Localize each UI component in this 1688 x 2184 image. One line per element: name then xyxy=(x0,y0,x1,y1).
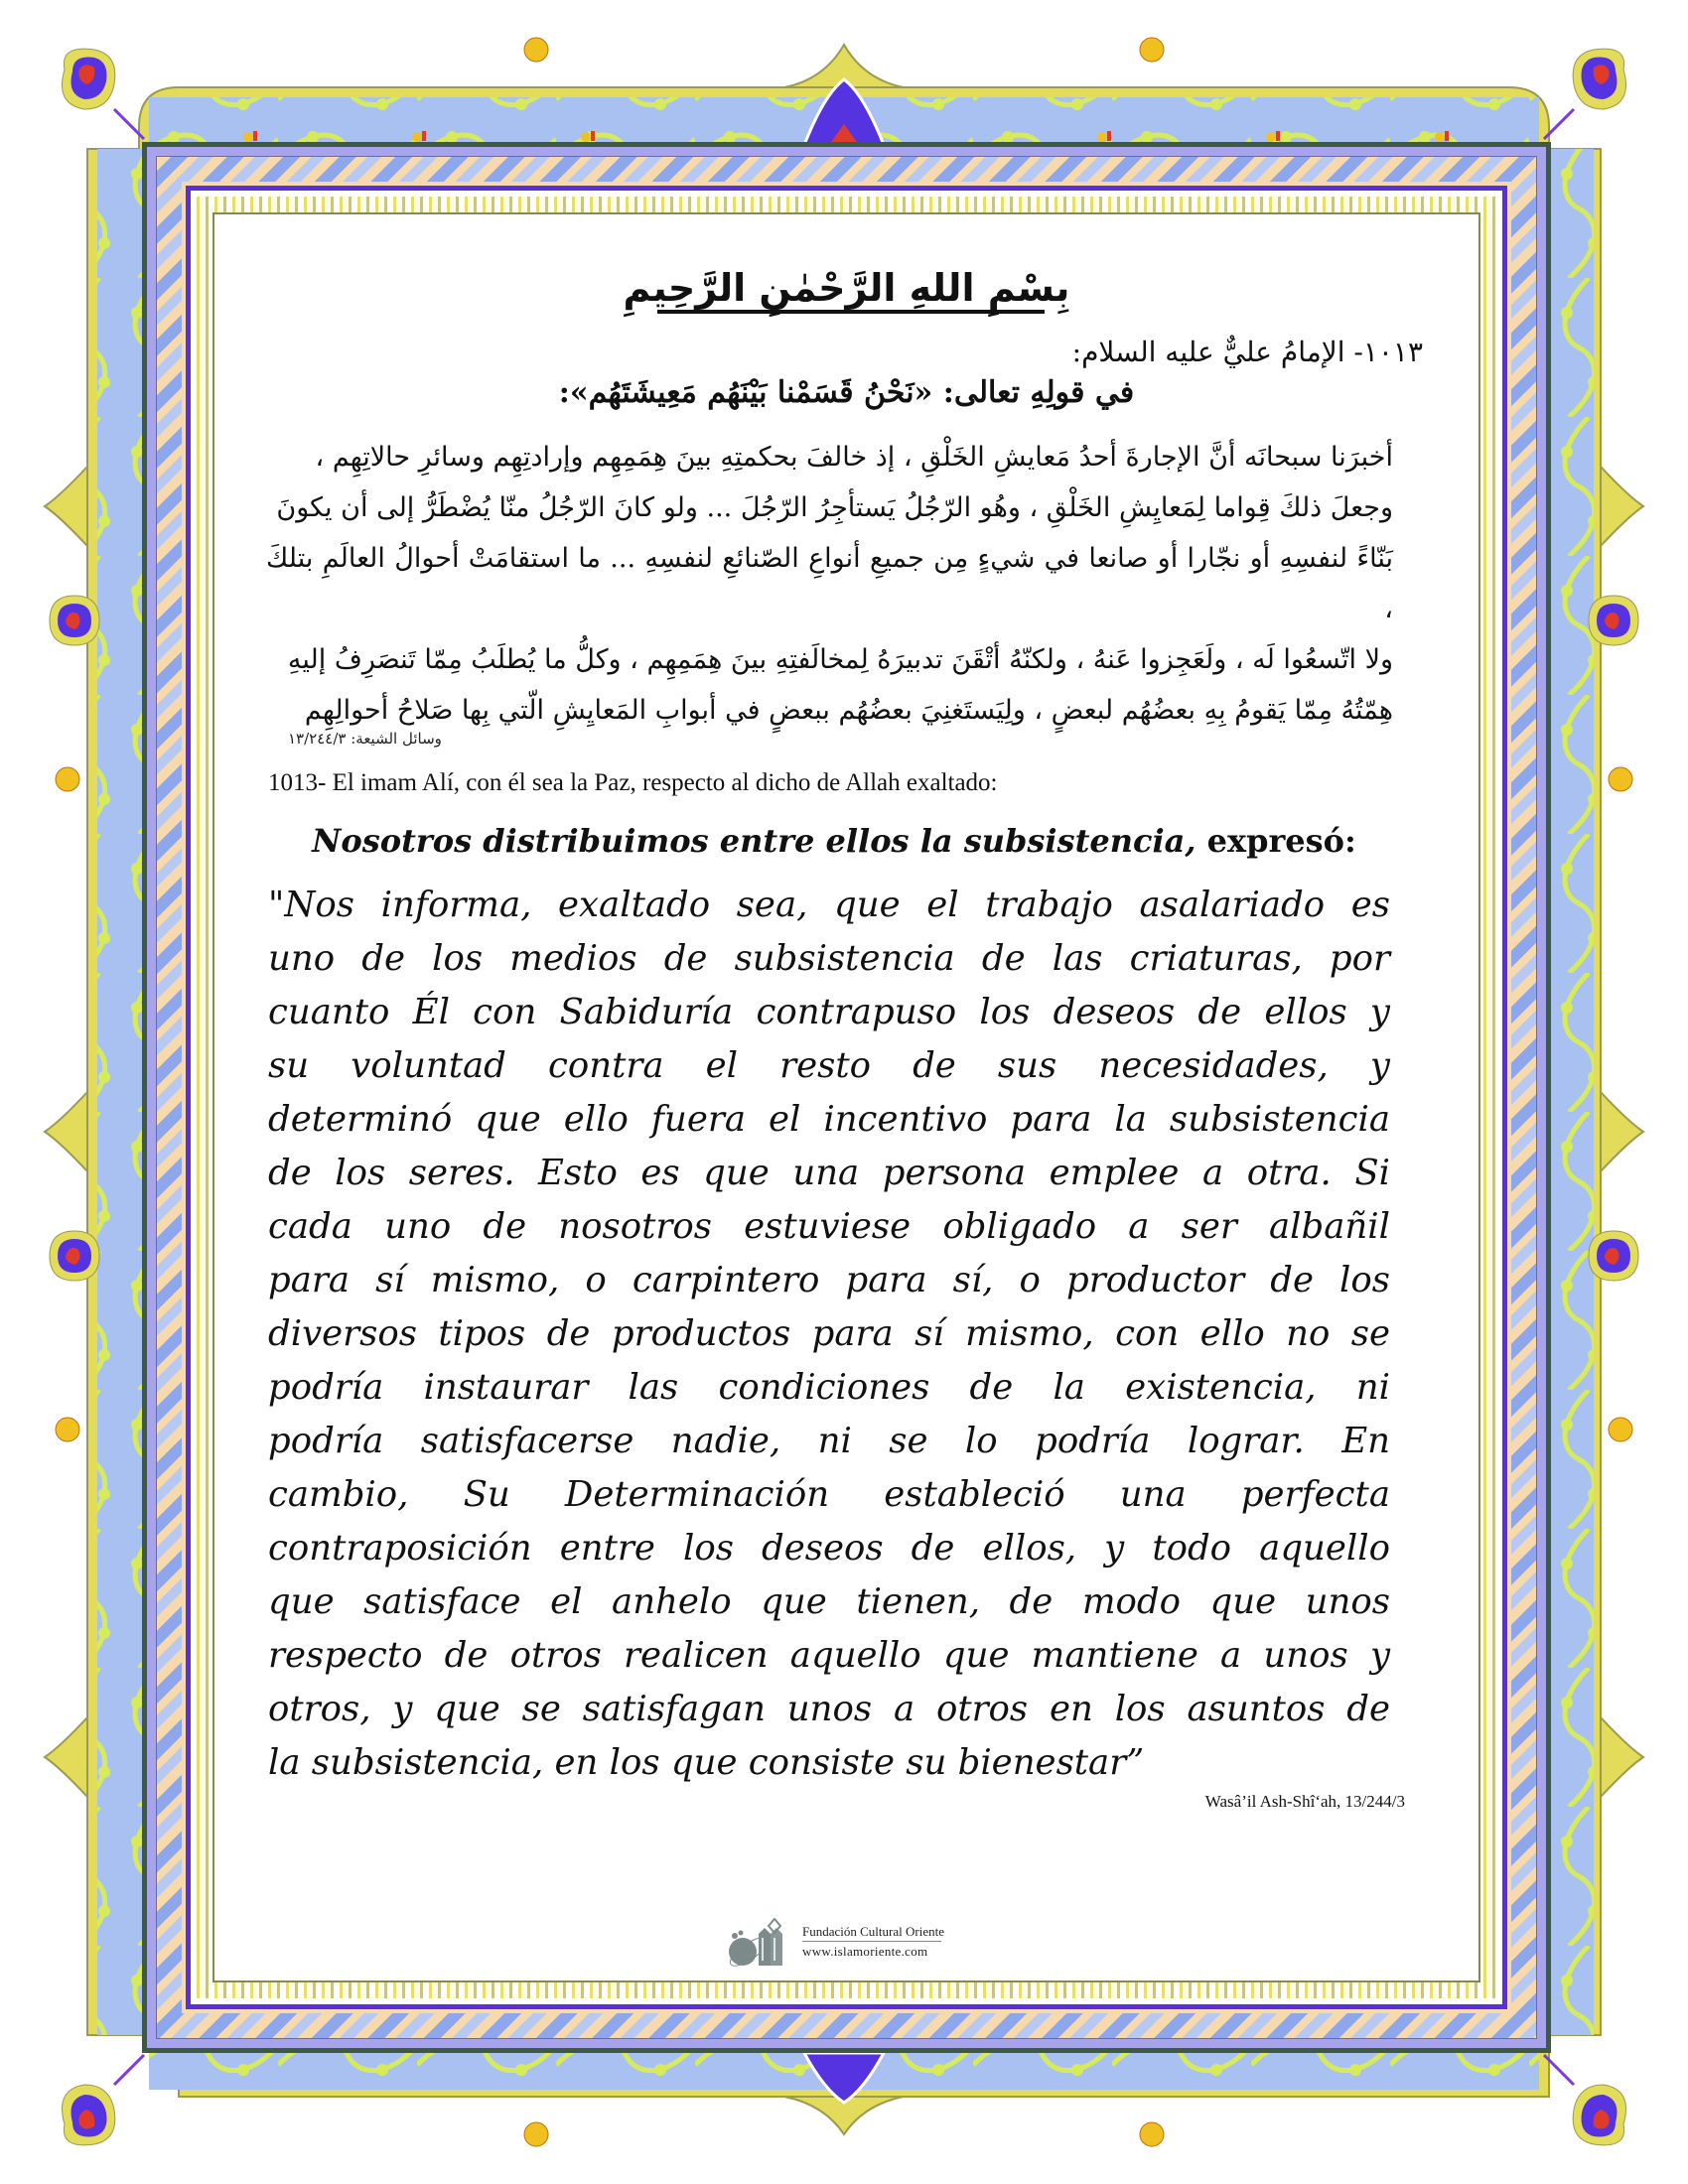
arabic-line: ولا اتّسعُوا لَه ، ولَعَجِزوا عَنهُ ، ولكنّهُ أتْقَنَ تدبيرَهُ لِمخالَفتِهِ بينَ هِمَمِهِم ، وكلُّ ما يُطلَبُ مِمّا تَنصَرِفُ إليهِ xyxy=(287,644,1393,675)
page-content xyxy=(228,228,1465,1976)
spanish-line: su voluntad contra el resto de sus necesidades, y xyxy=(268,1045,1390,1086)
side-ornament-left-icon xyxy=(40,586,109,655)
spanish-line: cambio, Su Determinación estableció una perfecta xyxy=(268,1474,1390,1515)
spanish-verse-bold: expresó: xyxy=(1196,822,1356,860)
spanish-intro: 1013- El imam Alí, con él sea la Paz, respecto al dicho de Allah exaltado: xyxy=(268,769,998,796)
arabic-line: وجعلَ ذلكَ قِواما لِمَعايِشِ الخَلْقِ ، وهُو الرّجُلُ يَستأجِرُ الرّجُلَ ... ولو كانَ الرّجُلُ منّا يُضْطَرُّ إلى أن يكونَ xyxy=(276,492,1393,523)
arabic-line: هِمّتُهُ مِمّا يَقومُ بِهِ بعضُهُم لبعضٍ ، ولِيَستَغنِيَ بعضُهُم ببعضٍ في أبوابِ المَعايِشِ الّتي بِها صَلاحُ أحوالِهِم xyxy=(304,695,1393,726)
spanish-verse-title xyxy=(268,822,1400,860)
spanish-line: que satisface el anhelo que tienen, de modo que unos xyxy=(268,1581,1390,1622)
corner-ornament-bottom-right-icon xyxy=(1534,2045,1643,2154)
spanish-line: la subsistencia, en los que consiste su bienestar” xyxy=(268,1742,1145,1783)
spanish-line: otros, y que se satisfagan unos a otros en los asuntos de xyxy=(268,1689,1390,1729)
fundacion-logo-icon xyxy=(725,1916,796,1976)
corner-ornament-top-right-icon xyxy=(1534,40,1643,149)
spanish-line: para sí mismo, o carpintero para sí, o productor de los xyxy=(268,1260,1390,1300)
spanish-line: de los seres. Esto es que una persona emplee a otra. Si xyxy=(268,1153,1390,1193)
spanish-line: respecto de otros realicen aquello que mantiene a unos y xyxy=(268,1635,1390,1676)
arabic-quran-verse-heading: في قولِهِ تعالى: «نَحْنُ قَسَمْنا بَيْنَهُم مَعِيشَتَهُم»: xyxy=(558,375,1135,410)
spanish-line: uno de los medios de subsistencia de las criaturas, por xyxy=(268,938,1390,979)
spanish-line: cuanto Él con Sabiduría contrapuso los deseos de ellos y xyxy=(268,992,1390,1032)
corner-ornament-bottom-left-icon xyxy=(45,2045,154,2154)
spanish-line: podría satisfacerse nadie, ni se lo podría lograr. En xyxy=(268,1421,1390,1461)
bismillah-calligraphy: بِسْمِ اللهِ الرَّحْمٰنِ الرَّحِيمِ xyxy=(623,266,1070,310)
spanish-line: contraposición entre los deseos de ellos, y todo aquello xyxy=(268,1528,1390,1569)
foundation-url[interactable]: www.islamoriente.com xyxy=(802,1944,928,1959)
spanish-line: "Nos informa, exaltado sea, que el trabajo asalariado es xyxy=(268,885,1390,925)
logo-divider xyxy=(802,1941,941,1942)
arabic-source-citation: وسائل الشيعة: ١٣/٢٤٤/٣ xyxy=(288,730,442,748)
spanish-line: cada uno de nosotros estuviese obligado a ser albañil xyxy=(268,1206,1390,1247)
side-ornament-right-icon xyxy=(1579,1221,1648,1291)
spanish-source-citation: Wasâ’il Ash-Shî‘ah, 13/244/3 xyxy=(1204,1792,1405,1811)
foundation-name: Fundación Cultural Oriente xyxy=(802,1924,944,1939)
spanish-hadith-text xyxy=(268,879,1390,1790)
spanish-verse-italic: Nosotros distribuimos entre ellos la subsistencia, xyxy=(312,822,1196,860)
arabic-hadith-heading: ١٠١٣- الإمامُ عليٌّ عليه السلام: xyxy=(1071,336,1423,368)
bismillah-underline xyxy=(657,310,1045,314)
spanish-line: podría instaurar las condiciones de la existencia, ni xyxy=(268,1367,1390,1408)
arabic-line: أخبرَنا سبحانَه أنَّ الإجارةَ أحدُ مَعايشِ الخَلْقِ ، إذ خالفَ بحكمتِهِ بينَ هِمَمِهِم وإرادتِهِم وسائرِ حالاتِهِم ، xyxy=(315,442,1393,473)
arabic-hadith-text xyxy=(266,432,1393,736)
spanish-line: determinó que ello fuera el incentivo para la subsistencia xyxy=(268,1099,1390,1140)
side-ornament-left-icon xyxy=(40,1221,109,1291)
corner-ornament-top-left-icon xyxy=(45,40,154,149)
spanish-line: diversos tipos de productos para sí mismo, con ello no se xyxy=(268,1313,1390,1354)
arabic-line: بَنّاءً لنفسِهِ أو نجّارا أو صانعا في شيءٍ مِن جميعِ أنواعِ الصّنائعِ لنفسِهِ ... ما استقامَتْ أحوالُ العالَمِ بتلكَ ، xyxy=(266,543,1393,624)
foundation-logo[interactable] xyxy=(725,1916,1023,1976)
side-ornament-right-icon xyxy=(1579,586,1648,655)
